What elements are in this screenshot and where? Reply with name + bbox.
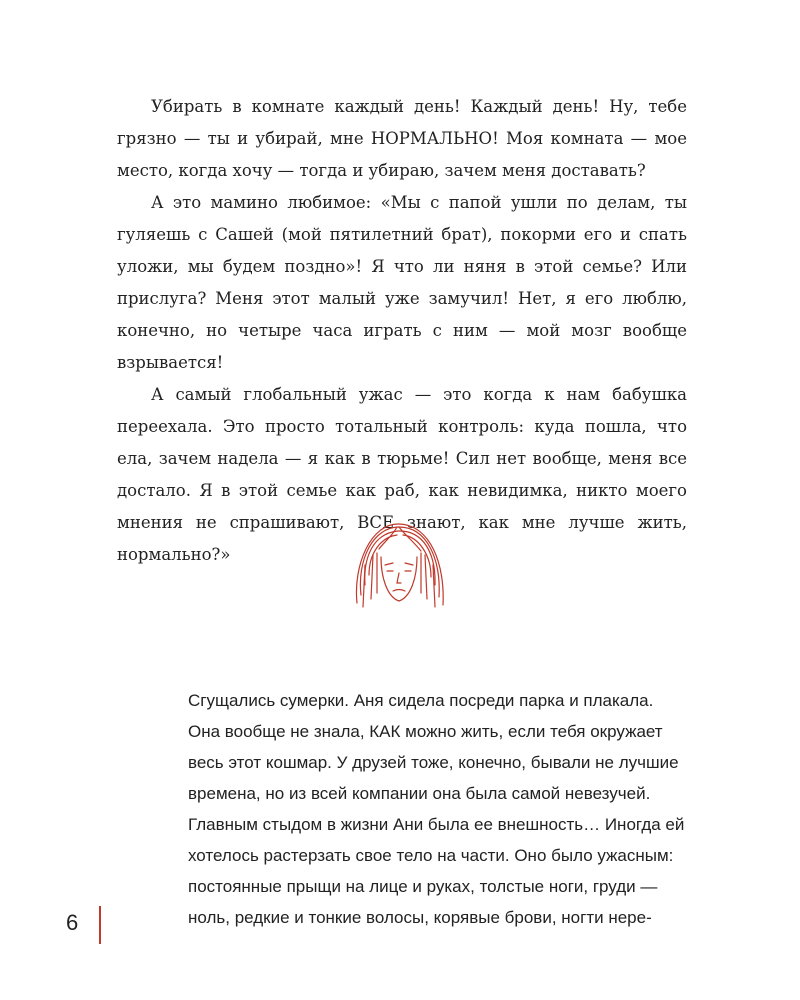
story-line: постоянные прыщи на лице и руках, толстые ноги, груди — <box>188 877 658 896</box>
story-line: Она вообще не знала, КАК можно жить, если тебя окружает <box>188 722 663 741</box>
page-number: 6 <box>66 910 79 935</box>
quote-paragraph-2: А это мамино любимое: «Мы с папой ушли по делам, ты гуляешь с Сашей (мой пятилетний брат), покорми его и спать уложи, мы будем поздно»! Я что ли няня в этой семье? Или прислуга? Меня этот малый уже замучил! Нет, я его люблю, конечно, но четыре часа играть с ним — мой мозг вообще взрывается! <box>117 193 687 372</box>
story-line: Сгущались сумерки. Аня сидела посреди парка и плакала. <box>188 691 654 710</box>
story-line: хотелось растерзать свое тело на части. Оно было ужасным: <box>188 846 674 865</box>
story-line: весь этот кошмар. У друзей тоже, конечно, бывали не лучшие <box>188 753 679 772</box>
quote-paragraph-3: А самый глобальный ужас — это когда к нам бабушка переехала. Это просто тотальный контроль: куда пошла, что ела, зачем надела — я как в тюрьме! Сил нет вообще, меня все достало. Я в этой семье как раб, как невидимка, никто моего мнения не спрашивают, ВСЕ знают, как мне лучше жить, нормально?» <box>117 385 687 564</box>
story-line: времена, но из всей компании она была самой невезучей. <box>188 784 651 803</box>
page-number-divider <box>99 906 101 944</box>
quote-paragraph-1: Убирать в комнате каждый день! Каждый день! Ну, тебе грязно — ты и убирай, мне НОРМАЛЬНО! Моя комната — мое место, когда хочу — тогда и убираю, зачем меня доставать? <box>117 97 687 180</box>
girl-face-illustration <box>335 515 465 615</box>
story-line: Главным стыдом в жизни Ани была ее внешность… Иногда ей <box>188 815 685 834</box>
story-line: ноль, редкие и тонкие волосы, корявые брови, ногти нере- <box>188 908 652 927</box>
quote-text-block <box>117 91 687 571</box>
story-text-block <box>188 685 685 933</box>
